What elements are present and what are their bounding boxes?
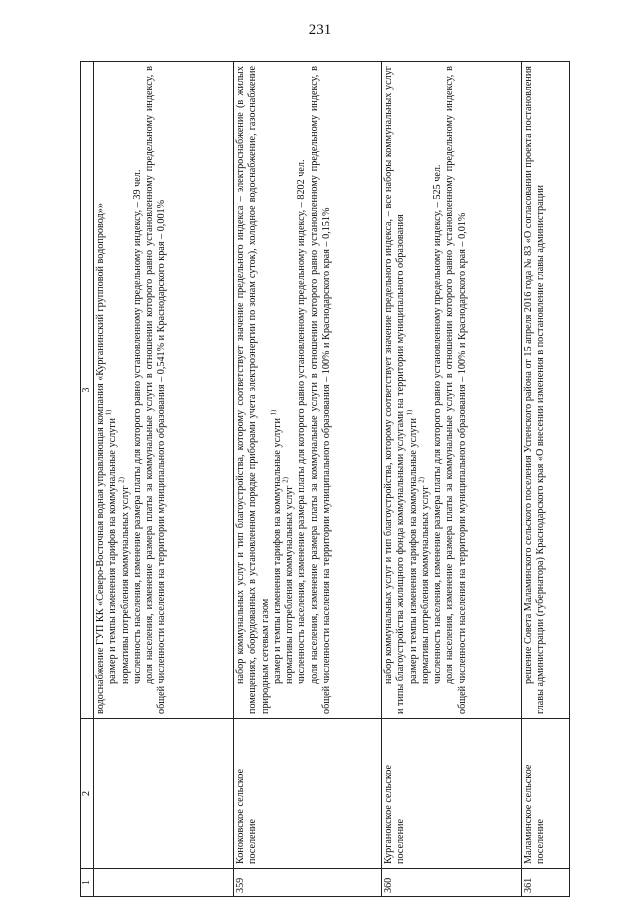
description-cell [234,62,382,719]
description-paragraph: водоснабжение ГУП КК «Северо-Восточная водная управляющая компания «Курганинский групповой водопровод»» [95,203,106,714]
description-paragraph: размер и темпы изменения тарифов на коммунальные услуги $^{1)}$ [104,409,119,684]
settlement-name: Маламинское сельское поселение [522,719,570,869]
row-number: 360 [382,869,522,897]
table-wrapper [80,62,558,897]
settlement-name: Коноковское сельское поселение [234,719,382,869]
row-number [94,869,234,897]
description-paragraph: нормативы потребления коммунальных услуг $^{2)}$ [417,477,431,684]
footnote-marker: 2) [417,477,426,483]
table-row [94,62,234,897]
description-paragraph: доля населения, изменение размера платы за коммунальные услуги в отношении которого равно установленному предельному индексу, в общей численности населения на территории муниципального образования – 100% и Краснодарского края – 0,151% [308,66,333,714]
description-paragraph: доля населения, изменение размера платы за коммунальные услуги в отношении которого равно установленному предельному индексу, в общей численности населения на территории муниципального образования – 100% и Краснодарского края – 0,01% [444,66,468,714]
rotated-table-area [80,62,558,897]
description-paragraph: нормативы потребления коммунальных услуг $^{2)}$ [281,477,296,684]
description-cell [94,62,234,719]
description-paragraph: размер и темпы изменения тарифов на коммунальные услуги $^{1)}$ [269,409,283,684]
description-paragraph: доля населения, изменение размера платы за коммунальные услуги в отношении которого равно установленному предельному индексу, в общей численности населения на территории муниципального образования – 0,541% и Краснодарского края – 0,001% [144,66,168,714]
header-row [81,62,94,897]
row-number: 359 [234,869,382,897]
description-paragraph: численность населения, изменение размера платы для которого равно установленному предельному индексу, – 8202 чел. [296,159,308,684]
description-paragraph: численность населения, изменение размера платы для которого равно установленному предельному индексу, – 39 чел. [131,169,143,684]
table-row [382,62,522,897]
description-paragraph: нормативы потребления коммунальных услуг $^{2)}$ [117,477,131,684]
header-col-1: 1 [81,869,94,897]
description-paragraph: численность населения, изменение размера платы для которого равно установленному предельному индексу, – 525 чел. [432,164,444,684]
page-number: 231 [308,22,332,38]
description-cell [522,62,570,719]
footnote-marker: 1) [405,409,414,416]
settlement-name [94,719,234,869]
footnote-marker: 2) [117,477,126,483]
description-paragraph: набор коммунальных услуг и тип благоустройства, которому соответствует значение предельного индекса – электроснабжение (в жилых помещениях, оборудованных в установленном порядке приборами учета электроэнергии по зонам суток), холодное водоснабжение, газоснабжение природным сетевым газом [235,66,271,714]
description-paragraph: размер и темпы изменения тарифов на коммунальные услуги $^{1)}$ [405,409,419,684]
description-cell [382,62,522,719]
description-paragraph: решение Совета Маламинского сельского поселения Успенского района от 15 апреля 2016 года № 83 «О согласовании проекта постановления главы администрации (губернатора) Краснодарского края «О внесении изменения в постановление главы администрации [523,66,547,714]
description-paragraph: набор коммунальных услуг и тип благоустройства, которому соответствует значение предельного индекса, – все наборы коммунальных услуг и типы благоустройства жилищного фонда коммунальными услугами на территории муниципального образования [383,66,407,714]
data-table [80,61,570,897]
footnote-marker: 1) [104,409,113,416]
table-row [522,62,570,897]
settlement-name: Курганокское сельское поселение [382,719,522,869]
footnote-marker: 2) [281,477,290,483]
row-number: 361 [522,869,570,897]
header-col-2: 2 [81,719,94,869]
footnote-marker: 1) [269,409,278,416]
header-col-3: 3 [81,62,94,719]
table-row [234,62,382,897]
table-body [94,62,570,897]
